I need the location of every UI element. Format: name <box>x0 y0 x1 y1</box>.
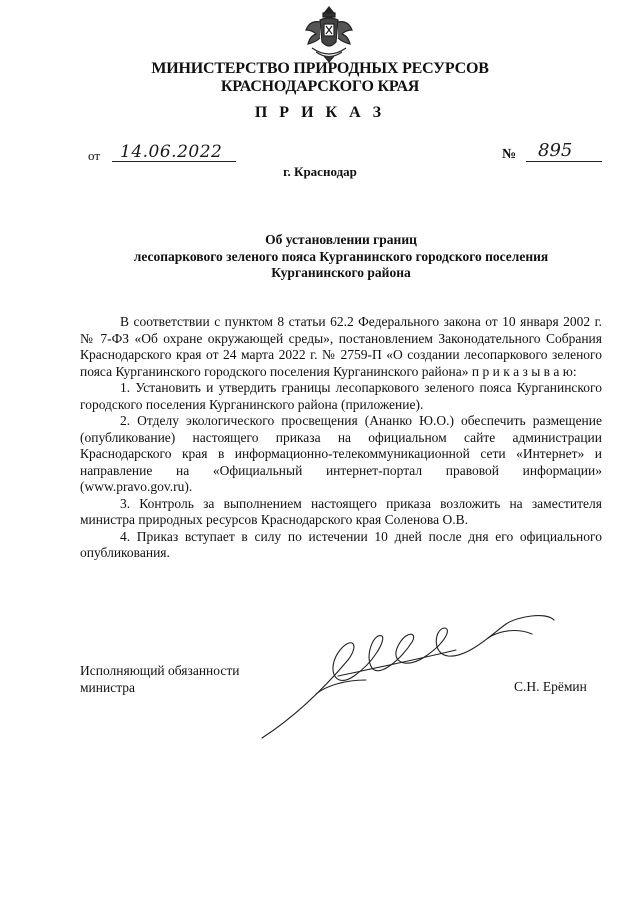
ministry-name <box>0 60 640 96</box>
date-handwritten: 14.06.2022 <box>120 142 223 162</box>
number-label: № <box>502 147 517 162</box>
signatory-position <box>80 662 239 696</box>
subject-line-2: лесопаркового зеленого пояса Курганинского городского поселения <box>133 248 549 264</box>
order-subject <box>80 232 602 282</box>
ministry-line-1: МИНИСТЕРСТВО ПРИРОДНЫХ РЕСУРСОВ <box>151 60 489 77</box>
order-title: П Р И К А З <box>254 104 386 121</box>
handwritten-signature-icon <box>256 606 556 746</box>
position-line-1: Исполняющий обязанности <box>80 663 240 678</box>
number-handwritten: 895 <box>538 140 573 161</box>
preamble-paragraph: В соответствии с пунктом 8 статьи 62.2 Федерального закона от 10 января 2002 г. № 7-ФЗ «Об охране окружающей среды», постановлением Законодательного Собрания Краснодарского края от 24 марта 2022 г. № 2759-П «О создании лесопаркового зеленого пояса Курганинского городского поселения Курганинского района» п р и к а з ы в а ю: <box>80 314 602 379</box>
position-line-2: министра <box>80 680 136 695</box>
signatory-name: С.Н. Ерёмин <box>514 679 587 694</box>
item-1-paragraph: 1. Установить и утвердить границы лесопаркового зеленого пояса Курганинского городского поселения Курганинского района (приложение). <box>80 380 602 412</box>
subject-line-3: Курганинского района <box>271 265 411 280</box>
item-4-paragraph: 4. Приказ вступает в силу по истечении 10 дней после дня его официального опубликования. <box>80 528 602 560</box>
item-2-paragraph: 2. Отделу экологического просвещения (Ананко Ю.О.) обеспечить размещение (опубликование) настоящего приказа на официальном сайте администрации Краснодарского края в информационно-телекоммуникационной сети «Интернет» и направление на «Официальный интернет-портал правовой информации» (www.pravo.gov.ru). <box>80 413 602 494</box>
item-3-paragraph: 3. Контроль за выполнением настоящего приказа возложить на заместителя министра природных ресурсов Краснодарского края Соленова О.В. <box>80 495 602 527</box>
ministry-line-2: КРАСНОДАРСКОГО КРАЯ <box>220 78 420 95</box>
city: г. Краснодар <box>283 164 357 179</box>
number-underline <box>526 161 602 162</box>
order-body <box>80 314 602 562</box>
subject-line-1: Об установлении границ <box>265 232 417 247</box>
coat-of-arms-icon <box>300 4 358 64</box>
date-label: от <box>88 148 101 163</box>
